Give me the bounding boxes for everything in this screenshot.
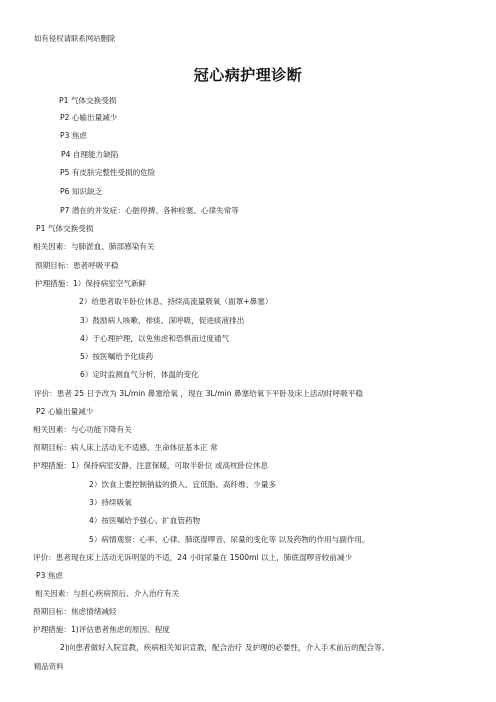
nursing-measure: 护理措施：1）保持病室安静，注意保暖，可取半卧位 或高枕卧位休息 — [33, 461, 269, 470]
header-notice: 如有侵权请联系网站删除 — [34, 34, 116, 43]
expected-goal: 预期目标：患者呼吸平稳 — [35, 261, 119, 270]
related-factor: 相关因素：与心功能下降有关 — [33, 425, 132, 434]
nursing-measure: 3）持续吸氧 — [89, 498, 132, 507]
nursing-measure: 5）病情观察：心率、心律、肺底湿啰音、尿量的变化等 以及药物的作用与副作用。 — [89, 535, 370, 544]
nursing-measure: 6）定时监测血气分析，体温的变化 — [80, 370, 199, 379]
diagnosis-item: P4 自理能力缺陷 — [61, 150, 119, 159]
diagnosis-item: P7 潜在的并发症：心脏停搏、各种栓塞、心律失常等 — [60, 206, 239, 215]
nursing-measure: 3）鼓励病人咳嗽、排痰、深呼吸，促进痰液排出 — [80, 316, 245, 325]
diagnosis-item: P5 有皮肤完整性受损的危险 — [60, 168, 156, 177]
diagnosis-item: P1 气体交换受损 — [59, 96, 117, 105]
nursing-measure: 4）于心理护理，以免焦虑和恐惧而过度通气 — [80, 334, 230, 343]
expected-goal: 预期目标：病人床上活动无不适感、生命体征基本正 常 — [33, 443, 218, 452]
nursing-measure: 护理措施：1)评估患者焦虑的原因、程度 — [33, 625, 170, 634]
related-factor: 相关因素：与担心疾病预后、介入治疗有关 — [35, 589, 180, 598]
expected-goal: 预期目标：焦虑情绪减轻 — [33, 607, 117, 616]
nursing-measure: 4）按医嘱给予强心、扩血管药物 — [89, 516, 201, 525]
evaluation: 评价：患者 25 日予改为 3L/min 鼻塞给氧 ，现在 3L/min 鼻塞给氧下平卧及床上活动时呼吸平稳 — [34, 389, 364, 398]
related-factor: 相关因素：与肺淤血、肺部感染有关 — [33, 242, 155, 251]
nursing-measure: 护理措施：1）保持病室空气新鲜 — [35, 279, 147, 288]
evaluation: 评价：患者现在床上活动无诉明显的不适，24 小时尿量在 1500ml 以上，肺底湿啰音较前减少 — [33, 553, 353, 562]
footer-label: 精品资料 — [34, 662, 64, 671]
nursing-measure: 2)向患者做好入院宣教，疾病相关知识宣教，配合治疗 及护理的必要性，介入手术前后的配合等。 — [60, 643, 390, 652]
nursing-measure: 2）给患者取半卧位休息、持续高流量吸氧（面罩+鼻塞） — [79, 297, 273, 306]
diagnosis-item: P3 焦虑 — [60, 131, 88, 140]
nursing-measure: 2）饮食上要控制钠盐的摄入、宜低脂、高纤维、少量多 — [89, 480, 277, 489]
section-heading: P2 心输出量减少 — [36, 407, 94, 416]
nursing-measure: 5）按医嘱给予化痰药 — [80, 352, 154, 361]
diagnosis-item: P2 心输出量减少 — [60, 113, 118, 122]
diagnosis-item: P6 知识缺乏 — [60, 187, 103, 196]
page-title: 冠心病护理诊断 — [193, 66, 303, 84]
section-heading: P1 气体交换受损 — [36, 224, 94, 233]
section-heading: P3 焦虑 — [36, 571, 64, 580]
